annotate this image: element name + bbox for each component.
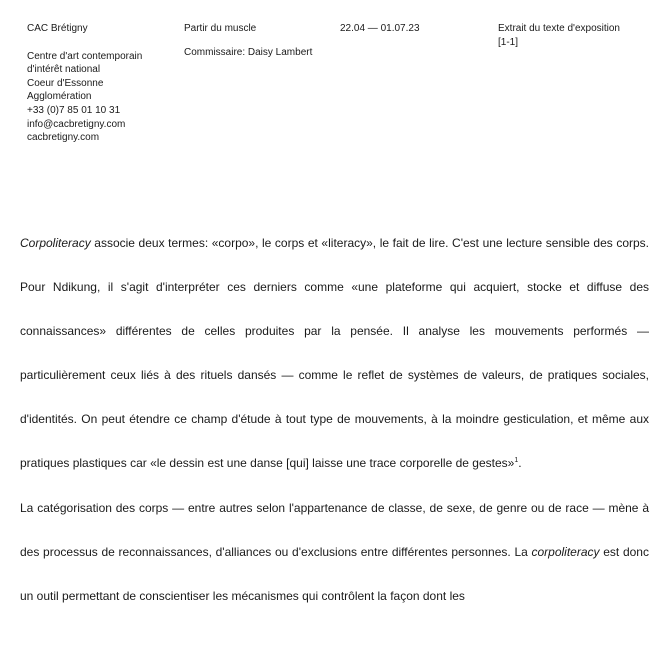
paragraph-end: . [518, 456, 522, 471]
exhibition-block [184, 22, 312, 59]
term-corpoliteracy: corpoliteracy [531, 544, 600, 559]
paragraph-intro: La catégorisation des corps — entre autres selon l'appartenance de classe, de sexe, de genre ou de race — mène à des processus de reconnaissances, d'alliances ou d'exclusions entre différentes personnes. La [20, 500, 649, 559]
exhibition-title: Partir du muscle [184, 23, 257, 34]
institution-phone: +33 (0)7 85 01 10 31 [27, 104, 121, 116]
institution-block [27, 22, 142, 145]
document-label: Extrait du texte d'exposition [498, 23, 620, 34]
institution-region-2: Agglomération [27, 91, 92, 103]
institution-name: CAC Brétigny [27, 23, 88, 34]
paragraph-text: associe deux termes: «corpo», le corps et «literacy», le fait de lire. C'est une lecture sensible des corps. Pour Ndikung, il s'agit d'interpréter ces derniers comme «une plateforme qui acquiert, stocke et diffuse des connaissances» différentes de celles produites par la pensée. Il analyse les mouvements performés — particulièrement ceux liés à des rituels dansés — comme le reflet de systèmes de valeurs, de pratiques sociales, d'identités. On peut étendre ce champ d'étude à tout type de mouvements, à la moindre gesticulation, et même aux pratiques plastiques car «le dessin est une danse [qui] laisse une trace corporelle de gestes» [20, 236, 649, 471]
institution-email: info@cacbretigny.com [27, 118, 126, 130]
paragraph [20, 221, 649, 486]
document-info-block [498, 22, 620, 49]
paragraph [20, 486, 649, 618]
institution-type: Centre d'art contemporain [27, 50, 143, 62]
footnote-marker: 1 [514, 457, 519, 465]
exhibition-text [20, 221, 649, 618]
document-reference: [1-1] [498, 36, 519, 48]
institution-status: d'intérêt national [27, 64, 101, 76]
dates-block [340, 22, 420, 36]
institution-region: Coeur d'Essonne [27, 77, 104, 89]
paragraph-text: est donc un outil permettant de conscientiser les mécanismes qui contrôlent la façon dont les [20, 544, 649, 603]
term-corpoliteracy: Corpoliteracy [20, 236, 91, 250]
exhibition-curator: Commissaire: Daisy Lambert [184, 46, 313, 58]
institution-website: cacbretigny.com [27, 132, 100, 144]
exhibition-dates: 22.04 — 01.07.23 [340, 23, 420, 34]
